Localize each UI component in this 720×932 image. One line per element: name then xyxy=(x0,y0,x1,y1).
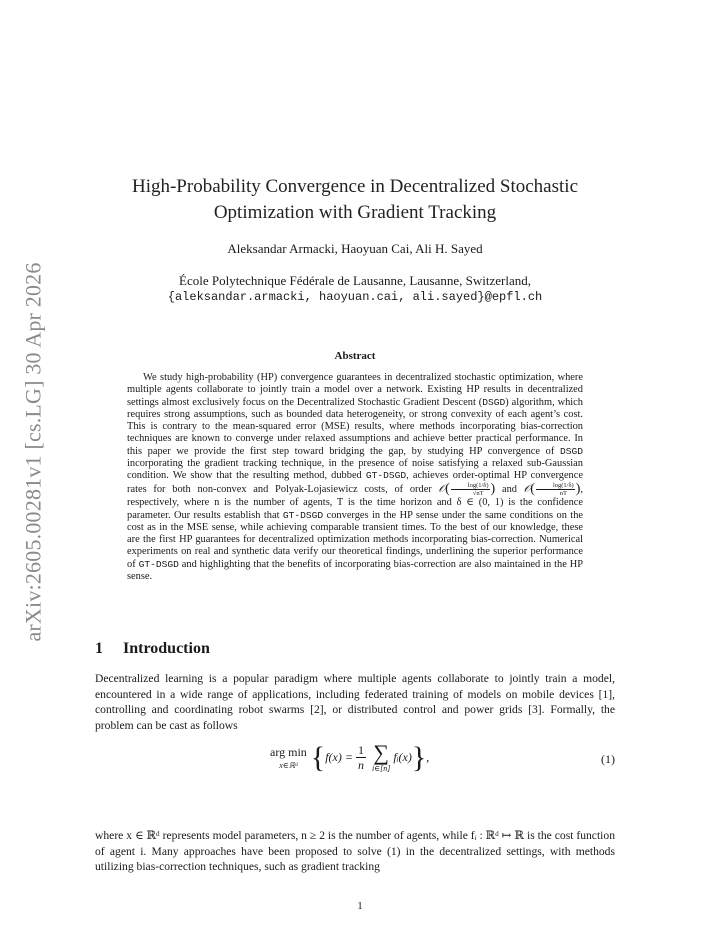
rate2-denominator: nT xyxy=(559,490,567,498)
one-over-n xyxy=(356,743,366,772)
abstract-body xyxy=(127,372,583,583)
rate-pl: 𝒪( $\frac{\log(1/\delta)}{nT}$ ) xyxy=(523,481,581,498)
fraction-numerator: 1 xyxy=(357,743,364,757)
abstract-heading: Abstract xyxy=(334,350,376,362)
gt-dsgd-code: GT-DSGD xyxy=(282,509,324,521)
dsgd-code: DSGD xyxy=(559,445,583,457)
rate1-numerator: log(1/δ) xyxy=(451,482,490,490)
equation-1 xyxy=(95,740,615,792)
equation-number: (1) xyxy=(601,752,615,766)
left-brace: { xyxy=(310,740,326,774)
rate-nonconvex: 𝒪( $\frac{\log(1/\delta)}{√nT}$ ) xyxy=(438,481,496,498)
rate2-numerator: log(1/δ) xyxy=(536,482,575,490)
dsgd-code: DSGD xyxy=(482,396,506,408)
fraction-denominator: n xyxy=(357,758,364,772)
intro-paragraph-2: where x ∈ ℝᵈ represents model parameters, n ≥ 2 is the number of agents, while fᵢ : ℝᵈ ↦ ℝ is the cost function of agent i. Many approaches have been proposed to solve (1) in the decentralized settings, with methods utilizing bias-correction techniques, such as gradient tracking xyxy=(95,829,615,874)
argmin-text: arg min xyxy=(270,745,307,759)
arxiv-identifier xyxy=(6,260,62,644)
rate1-denominator: √nT xyxy=(472,490,484,498)
affiliation-block xyxy=(95,272,615,306)
abstract-and: and xyxy=(495,484,524,496)
argmin-subscript: x∈ℝᵈ xyxy=(279,761,298,770)
title-line-1: High-Probability Convergence in Decentralized Stochastic xyxy=(131,176,579,197)
abstract-text-4: , achieves order-optimal HP convergence rates for both non-convex and Polyak-Lojasiewicz costs, of order xyxy=(127,470,583,496)
abstract-text-5: , respectively, where n is the number of agents, T is the time horizon and δ ∈ (0, 1) is the confidence parameter. Our results establish that xyxy=(127,484,583,521)
affiliation: École Polytechnique Fédérale de Lausanne, Lausanne, Switzerland, xyxy=(179,273,531,288)
abstract-text-1: We study high-probability (HP) convergence guarantees in decentralized stochastic optimization, where multiple agents collaborate to jointly train a model over a network. Existing HP results in decentralized settings almost exclusively focus on the Decentralized Stochastic Gradient Descent ( xyxy=(127,372,583,408)
equation-comma: , xyxy=(426,750,430,764)
title-line-2: Optimization with Gradient Tracking xyxy=(213,202,497,223)
equation-body xyxy=(270,742,429,773)
abstract-text-6: converges in the HP sense under the same conditions on the cost as in the MSE sense, while achieving comparable transient times. To the best of our knowledge, these are the first HP guarantees for decentralized optimization methods incorporating bias-correction. Numerical experiments on real and synthetic data verify our theoretical findings, underlining the superior performance of xyxy=(127,509,584,570)
section-number: 1 xyxy=(95,640,103,657)
abstract-text-2: ) algorithm, which requires strong assumptions, such as bounded data heterogeneity, or strong convexity of each agent’s cost. This is contrary to the mean-squared error (MSE) results, where methods incorporating bias-correction techniques are known to converge under relaxed assumptions and achieve better practical performance. In this paper we provide the first step toward bridging the gap, by studying HP convergence of xyxy=(127,396,583,457)
summation xyxy=(372,742,390,773)
argmin-operator xyxy=(270,745,307,770)
authors: Aleksandar Armacki, Haoyuan Cai, Ali H. Sayed xyxy=(227,241,483,256)
right-brace: } xyxy=(411,740,427,774)
section-heading xyxy=(95,640,210,658)
gt-dsgd-code: GT-DSGD xyxy=(365,470,407,481)
summand: fᵢ(x) xyxy=(393,750,412,764)
sum-subscript: i∈[n] xyxy=(371,764,391,773)
section-title: Introduction xyxy=(123,640,210,657)
abstract-text-3: incorporating the gradient tracking technique, in the presence of noise satisfying a relaxed sub-Gaussian condition. We show that the resulting method, dubbed xyxy=(127,457,583,481)
paper-title xyxy=(95,174,615,226)
gt-dsgd-code: GT-DSGD xyxy=(138,558,179,570)
intro-paragraph-1: Decentralized learning is a popular paradigm where multiple agents collaborate to jointly train a model, encountered in a wide range of applications, including federated training of models on mobile devices [1], controlling and coordinating robot swarms [2], or distributed control and power grids [3]. Formally, the problem can be cast as follows xyxy=(95,672,615,732)
equation-lhs: f(x) = xyxy=(325,750,353,764)
sigma-symbol: ∑ xyxy=(373,740,389,765)
author-emails: {aleksandar.armacki, haoyuan.cai, ali.sayed}@epfl.ch xyxy=(167,290,543,304)
arxiv-identifier-text: arXiv:2605.00281v1 [cs.LG] 30 Apr 2026 xyxy=(21,262,47,642)
page-number: 1 xyxy=(357,900,363,912)
abstract-text-7: and highlighting that the benefits of incorporating bias-correction are also maintained in the HP sense. xyxy=(127,558,583,582)
